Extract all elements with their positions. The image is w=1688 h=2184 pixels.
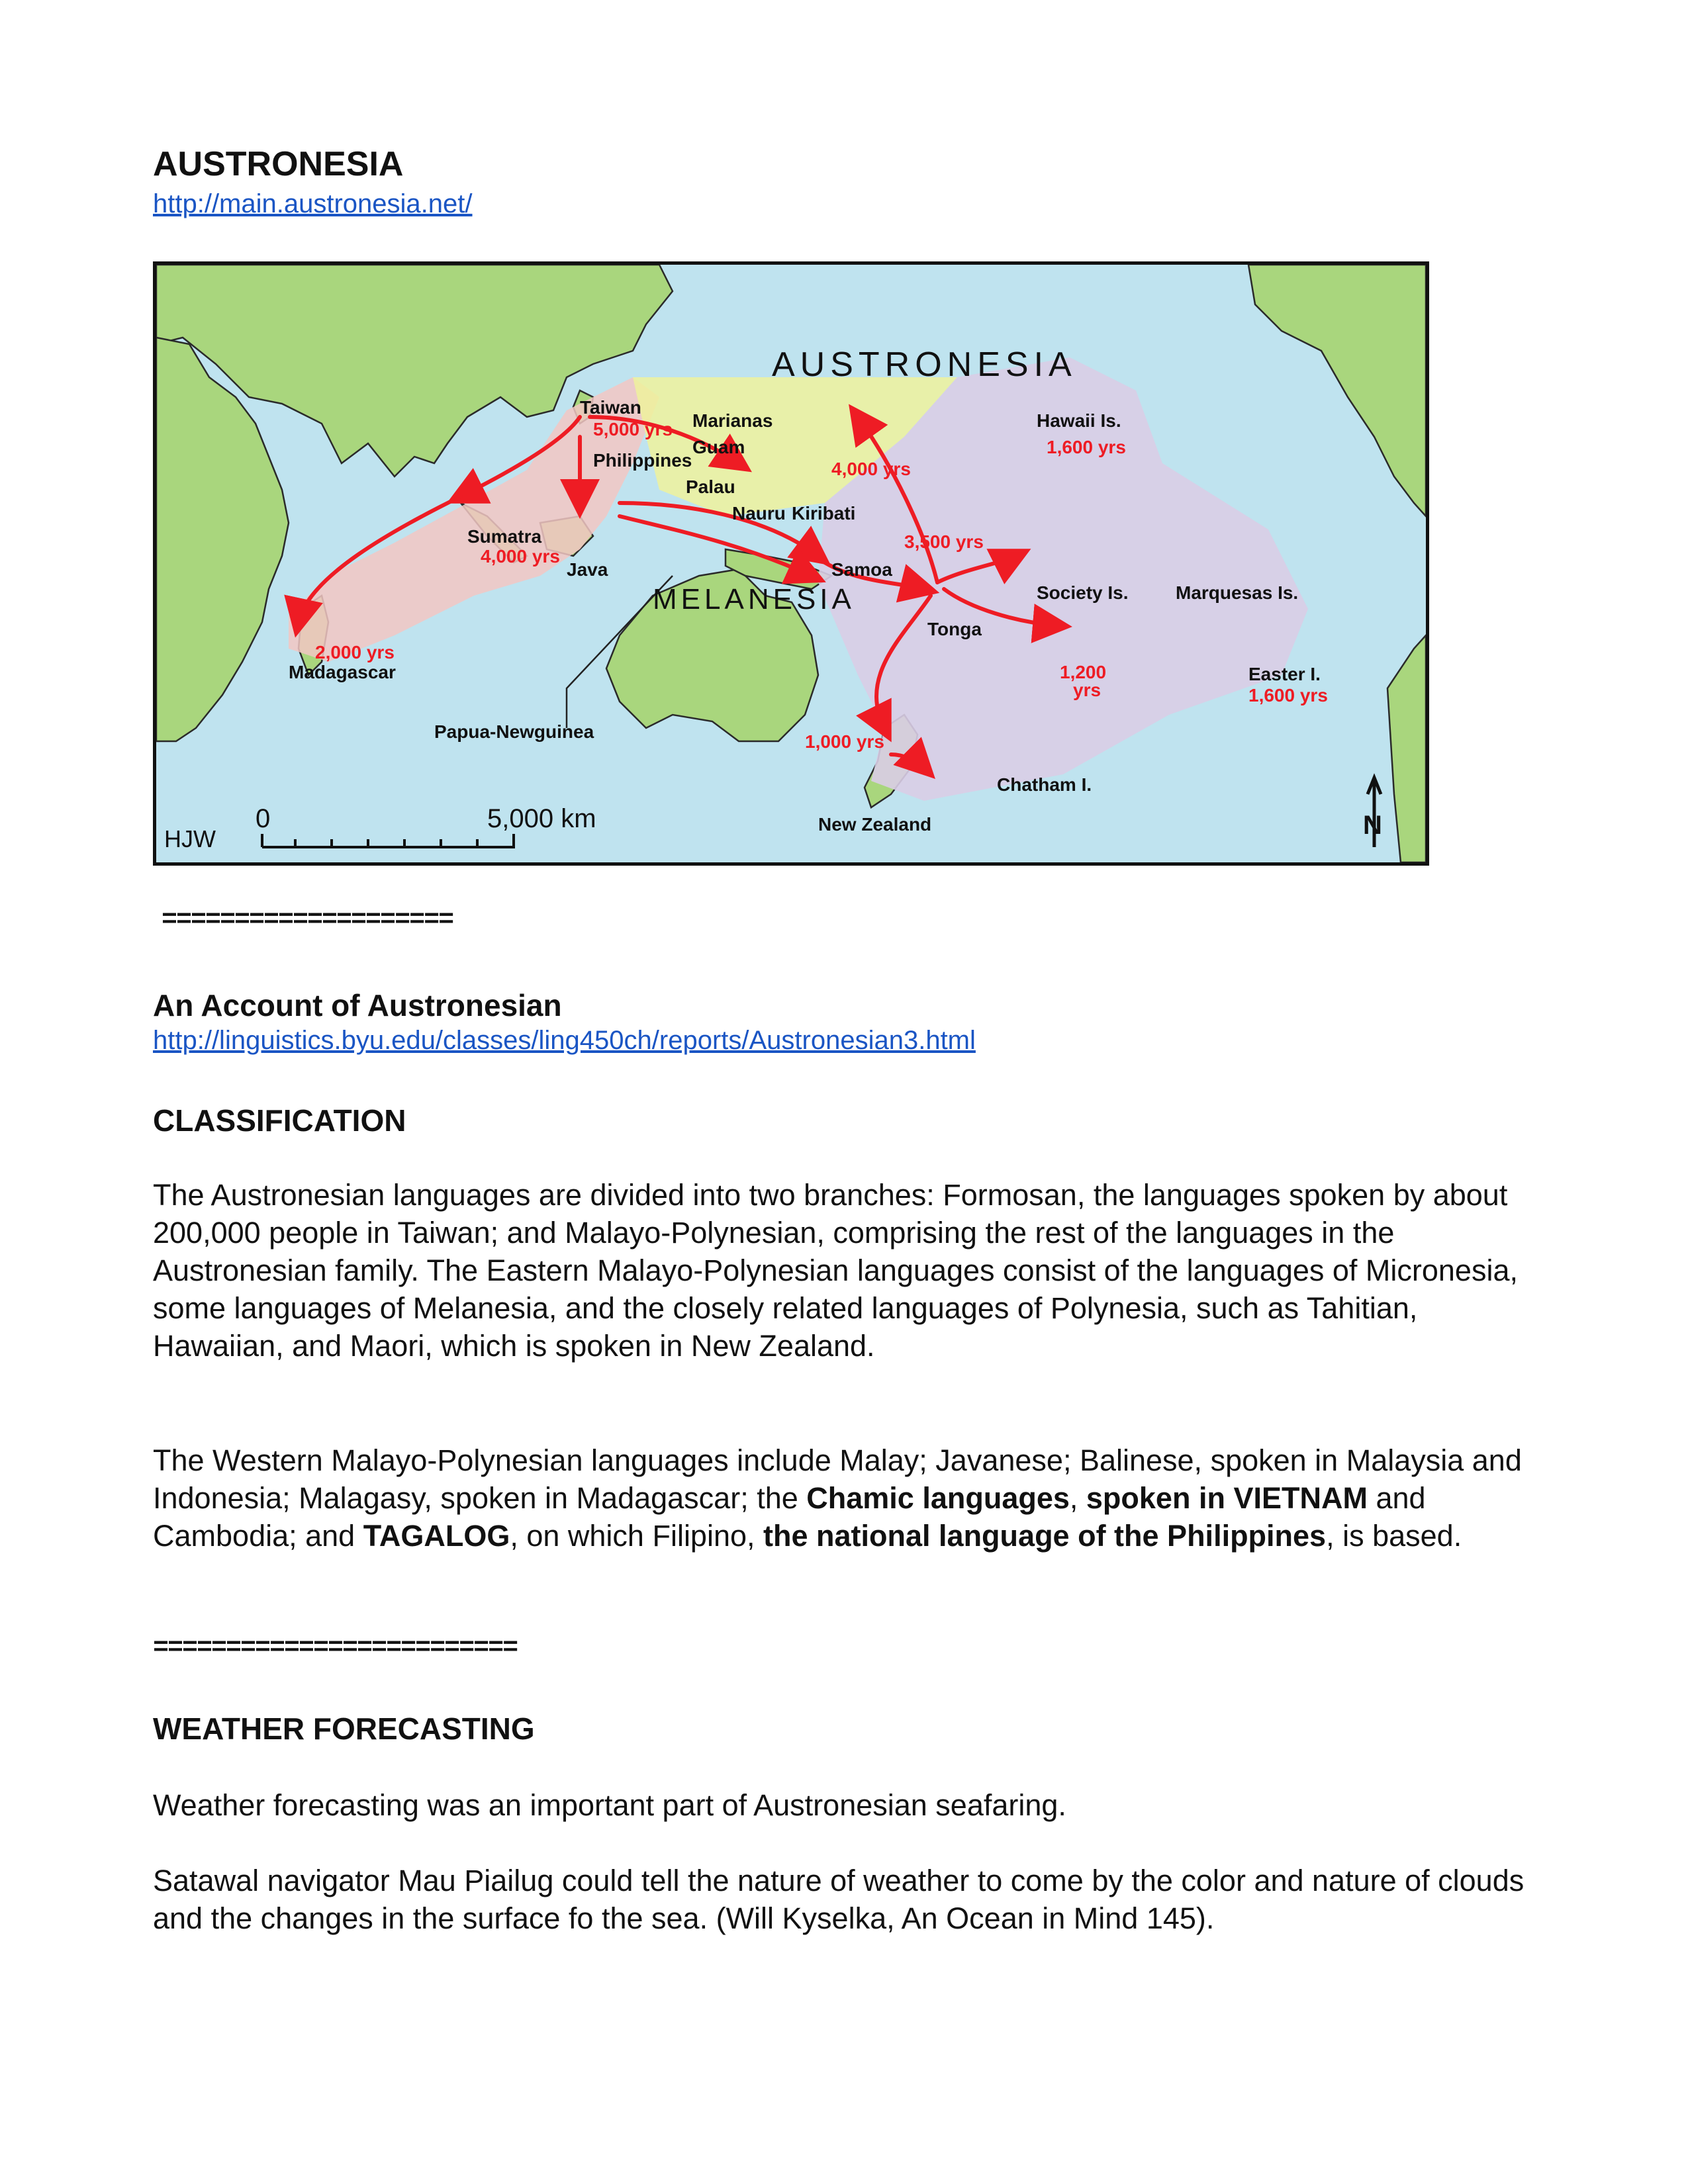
weather-paragraph-1: Weather forecasting was an important part of Austronesian seafaring. (153, 1788, 1066, 1822)
label-tonga: Tonga (927, 619, 982, 639)
p2-text-2: , (1069, 1481, 1086, 1515)
label-nauru: Nauru (732, 503, 786, 523)
p2-text-5: , is based. (1326, 1519, 1462, 1553)
account-link[interactable]: http://linguistics.byu.edu/classes/ling450ch/reports/Austronesian3.html (153, 1026, 976, 1055)
weather-heading: WEATHER FORECASTING (153, 1711, 535, 1746)
label-hawaii: Hawaii Is. (1037, 410, 1121, 431)
label-papua: Papua-Newguinea (434, 721, 594, 742)
p2-bold-tagalog: TAGALOG (363, 1519, 510, 1553)
date-society-a: 1,200 (1060, 662, 1107, 682)
label-philippines: Philippines (593, 450, 692, 471)
label-marianas: Marianas (692, 410, 773, 431)
label-samoa: Samoa (831, 559, 892, 580)
map-region-melanesia: MELANESIA (653, 583, 855, 615)
date-kiribati: 3,500 yrs (904, 531, 984, 552)
date-hawaii: 1,600 yrs (1047, 437, 1126, 457)
date-sumatra: 4,000 yrs (481, 546, 560, 567)
classification-heading: CLASSIFICATION (153, 1103, 406, 1138)
label-easter: Easter I. (1248, 664, 1321, 684)
date-guam: 4,000 yrs (831, 459, 911, 479)
map-credit: HJW (164, 825, 216, 852)
north-symbol: N (1363, 811, 1382, 840)
label-taiwan: Taiwan (580, 397, 641, 418)
map-svg (156, 265, 1426, 862)
label-chatham: Chatham I. (997, 774, 1092, 795)
p2-bold-vietnam: spoken in VIETNAM (1086, 1481, 1368, 1515)
classification-paragraph-1: The Austronesian languages are divided into two branches: Formosan, the languages spoken by about 200,000 people in Taiwan; and Malayo-Polynesian, comprising the rest of the languages in the Austronesian family. The Eastern Malayo-Polynesian languages consist of the languages of Micronesia, some languages of Melanesia, and the closely related languages of Polynesia, such as Tahitian, Hawaiian, and Maori, which is spoken in New Zealand. (153, 1178, 1518, 1363)
label-marquesas: Marquesas Is. (1176, 582, 1299, 603)
scale-zero: 0 (256, 804, 271, 833)
p2-text-3: and Cambodia; and (153, 1481, 1426, 1553)
p2-text-4: , on which Filipino, (510, 1519, 764, 1553)
account-heading: An Account of Austronesian (153, 988, 562, 1023)
p2-bold-chamic: Chamic languages (806, 1481, 1070, 1515)
date-society-b: yrs (1073, 680, 1102, 700)
label-new-zealand: New Zealand (818, 814, 932, 835)
date-new-zealand: 1,000 yrs (805, 731, 884, 752)
label-palau: Palau (686, 477, 735, 497)
label-guam: Guam (692, 437, 745, 457)
weather-paragraph-2: Satawal navigator Mau Piailug could tell the nature of weather to come by the color and nature of clouds and the changes in the surface fo the sea. (Will Kyselka, An Ocean in Mind 145). (153, 1864, 1524, 1935)
label-java: Java (567, 559, 608, 580)
classification-paragraph-2 (153, 1441, 1530, 1555)
label-madagascar: Madagascar (289, 662, 396, 682)
date-madagascar: 2,000 yrs (315, 642, 395, 662)
map-region-title: AUSTRONESIA (772, 345, 1077, 384)
date-taiwan: 5,000 yrs (593, 419, 673, 439)
separator-2: ========================= (153, 1633, 518, 1663)
p2-text-1: The Western Malayo-Polynesian languages include Malay; Javanese; Balinese, spoken in Malaysia and Indonesia; Malagasy, spoken in Madagascar; the (153, 1443, 1522, 1515)
p2-bold-national: the national language of the Philippines (763, 1519, 1327, 1553)
label-sumatra: Sumatra (467, 526, 542, 547)
scale-max: 5,000 km (487, 804, 596, 833)
separator-1: ==================== (162, 905, 453, 935)
label-society: Society Is. (1037, 582, 1129, 603)
austronesia-link[interactable]: http://main.austronesia.net/ (153, 189, 473, 218)
date-easter: 1,600 yrs (1248, 685, 1328, 705)
page-title: AUSTRONESIA (153, 145, 404, 183)
austronesia-migration-map (153, 261, 1429, 866)
label-kiribati: Kiribati (792, 503, 856, 523)
